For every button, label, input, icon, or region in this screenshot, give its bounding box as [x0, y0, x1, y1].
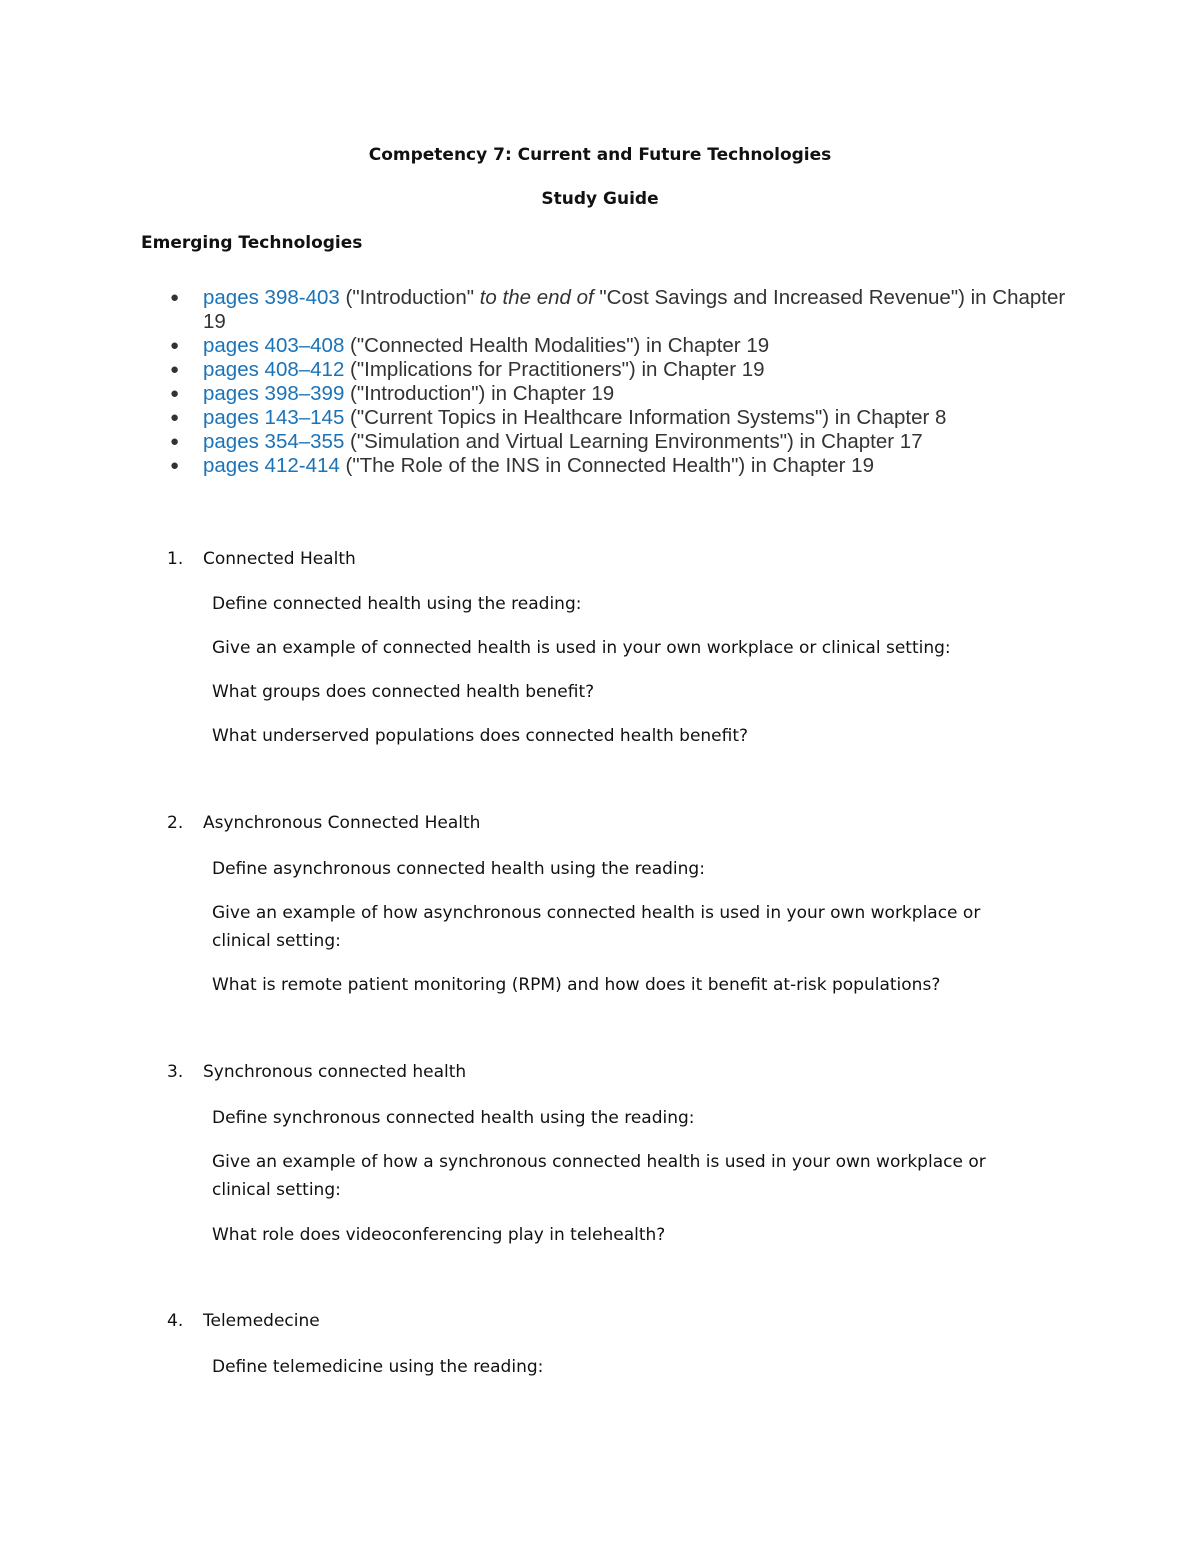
prompt: Give an example of connected health is used in your own workplace or clinical setting:: [212, 638, 951, 658]
reading-link[interactable]: pages 408–412: [203, 358, 345, 381]
reading-link[interactable]: pages 412-414: [203, 454, 340, 477]
question-number: 2.: [167, 813, 184, 833]
reading-item: [0, 406, 1083, 430]
bullet-icon: ●: [170, 409, 180, 426]
prompt: What is remote patient monitoring (RPM) and how does it benefit at-risk populations?: [212, 975, 941, 995]
reading-item: [0, 430, 1083, 454]
reading-link[interactable]: pages 398–399: [203, 382, 345, 405]
page-title: Competency 7: Current and Future Technologies: [368, 145, 832, 165]
question-number: 1.: [167, 549, 184, 569]
reading-text-tail: "Cost Savings and Increased Revenue") in Chapter 19: [203, 286, 1066, 333]
bullet-icon: ●: [170, 457, 180, 474]
bullet-icon: ●: [170, 385, 180, 402]
page-subtitle: Study Guide: [541, 189, 659, 209]
prompt: Give an example of how a synchronous connected health is used in your own workplace or clinical setting:: [212, 1152, 986, 1200]
reading-item: [0, 286, 1083, 334]
reading-text: ("Introduction": [339, 286, 480, 309]
prompt: Define synchronous connected health using the reading:: [212, 1108, 695, 1128]
reading-text: ("Introduction") in Chapter 19: [344, 382, 615, 405]
reading-item: [0, 454, 1083, 478]
question-heading-2: [167, 813, 480, 833]
bullet-icon: ●: [170, 433, 180, 450]
reading-item: [0, 382, 1083, 406]
reading-text: ("The Role of the INS in Connected Health") in Chapter 19: [339, 454, 874, 477]
reading-item: [0, 334, 1083, 358]
section-heading: Emerging Technologies: [141, 233, 363, 253]
prompt: Define connected health using the reading:: [212, 594, 582, 614]
question-title: Asynchronous Connected Health: [203, 813, 481, 833]
reading-item: [0, 358, 1083, 382]
reading-text: ("Simulation and Virtual Learning Environments") in Chapter 17: [344, 430, 923, 453]
reading-text: ("Connected Health Modalities") in Chapter 19: [344, 334, 770, 357]
prompt: Define telemedicine using the reading:: [212, 1357, 544, 1377]
question-number: 3.: [167, 1062, 184, 1082]
question-title: Telemedecine: [203, 1311, 320, 1331]
reading-link[interactable]: pages 354–355: [203, 430, 345, 453]
question-title: Connected Health: [203, 549, 356, 569]
question-heading-3: [167, 1062, 466, 1082]
reading-link[interactable]: pages 403–408: [203, 334, 345, 357]
reading-emphasis: to the end of: [479, 286, 594, 309]
prompt: What underserved populations does connected health benefit?: [212, 726, 749, 746]
reading-list: [0, 286, 1083, 478]
prompt: Define asynchronous connected health using the reading:: [212, 859, 705, 879]
bullet-icon: ●: [170, 337, 180, 354]
question-title: Synchronous connected health: [203, 1062, 467, 1082]
bullet-icon: ●: [170, 289, 180, 306]
reading-link[interactable]: pages 398-403: [203, 286, 340, 309]
prompt: What role does videoconferencing play in telehealth?: [212, 1225, 666, 1245]
question-heading-4: [167, 1311, 320, 1331]
reading-text: ("Implications for Practitioners") in Chapter 19: [344, 358, 765, 381]
reading-link[interactable]: pages 143–145: [203, 406, 345, 429]
prompt: Give an example of how asynchronous connected health is used in your own workplace or clinical setting:: [212, 903, 981, 951]
question-heading-1: [167, 549, 356, 569]
reading-text: ("Current Topics in Healthcare Information Systems") in Chapter 8: [344, 406, 947, 429]
bullet-icon: ●: [170, 361, 180, 378]
question-number: 4.: [167, 1311, 184, 1331]
prompt: What groups does connected health benefit?: [212, 682, 595, 702]
